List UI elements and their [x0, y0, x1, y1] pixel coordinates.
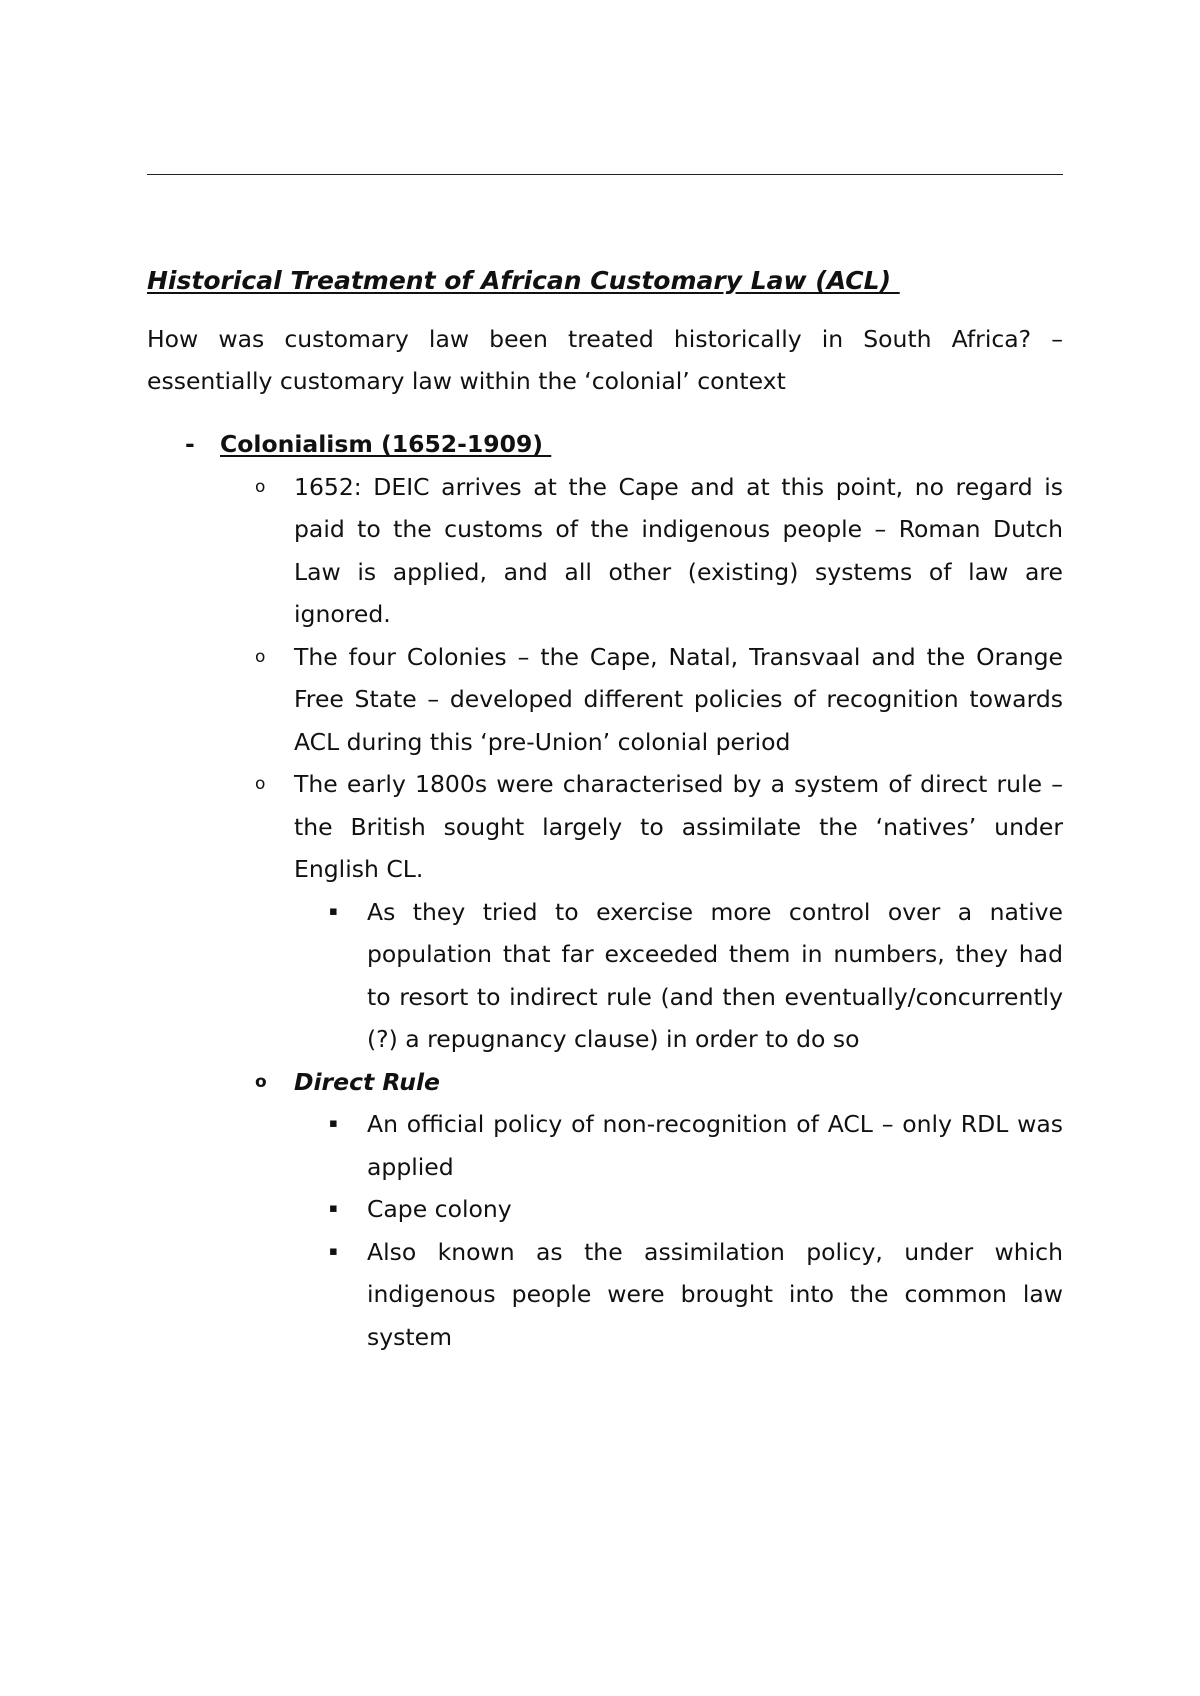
list-item	[147, 891, 1063, 1061]
list-item-text: Cape colony	[367, 1195, 512, 1223]
document-title: Historical Treatment of African Customary Law (ACL)	[147, 266, 900, 295]
section-heading: Colonialism (1652-1909)	[220, 430, 552, 458]
section-colonialism	[147, 423, 1063, 466]
list-item-text: Also known as the assimilation policy, under which indigenous people were brought into the common law system	[367, 1237, 1063, 1351]
square-bullet-icon: ▪	[329, 903, 338, 919]
list-item	[147, 1103, 1063, 1188]
subsection-heading: Direct Rule	[294, 1067, 440, 1096]
circle-bullet-icon: o	[255, 1071, 267, 1092]
circle-bullet-icon: o	[255, 646, 266, 667]
list-item	[147, 466, 1063, 636]
list-item-text: An official policy of non-recognition of ACL – only RDL was applied	[367, 1110, 1063, 1181]
list-item	[147, 1188, 1063, 1231]
list-item	[147, 1231, 1063, 1359]
header-rule	[147, 174, 1063, 175]
list-item-text: The four Colonies – the Cape, Natal, Transvaal and the Orange Free State – developed different policies of recognition towards ACL during this ‘pre-Union’ colonial period	[294, 642, 1063, 756]
circle-bullet-icon: o	[255, 774, 266, 794]
square-bullet-icon: ▪	[329, 1201, 338, 1216]
list-item-text: As they tried to exercise more control over a native population that far exceeded them in numbers, they had to resort to indirect rule (and then eventually/concurrently (?) a repugnancy clause) in order to do so	[367, 897, 1063, 1053]
list-item	[147, 763, 1063, 891]
intro-paragraph: How was customary law been treated historically in South Africa? – essentially customary law within the ‘colonial’ context	[147, 325, 1063, 395]
outline	[147, 423, 1063, 1358]
circle-bullet-icon: o	[255, 476, 266, 497]
subsection-direct-rule	[147, 1061, 1063, 1104]
square-bullet-icon: ▪	[329, 1116, 338, 1131]
list-item-text: 1652: DEIC arrives at the Cape and at this point, no regard is paid to the customs of the indigenous people – Roman Dutch Law is applied, and all other (existing) systems of law are ignored.	[294, 472, 1063, 628]
list-item-text: The early 1800s were characterised by a system of direct rule – the British sought largely to assimilate the ‘natives’ under English CL.	[294, 770, 1063, 883]
square-bullet-icon: ▪	[329, 1243, 338, 1259]
list-item	[147, 636, 1063, 764]
dash-marker: -	[185, 430, 195, 458]
